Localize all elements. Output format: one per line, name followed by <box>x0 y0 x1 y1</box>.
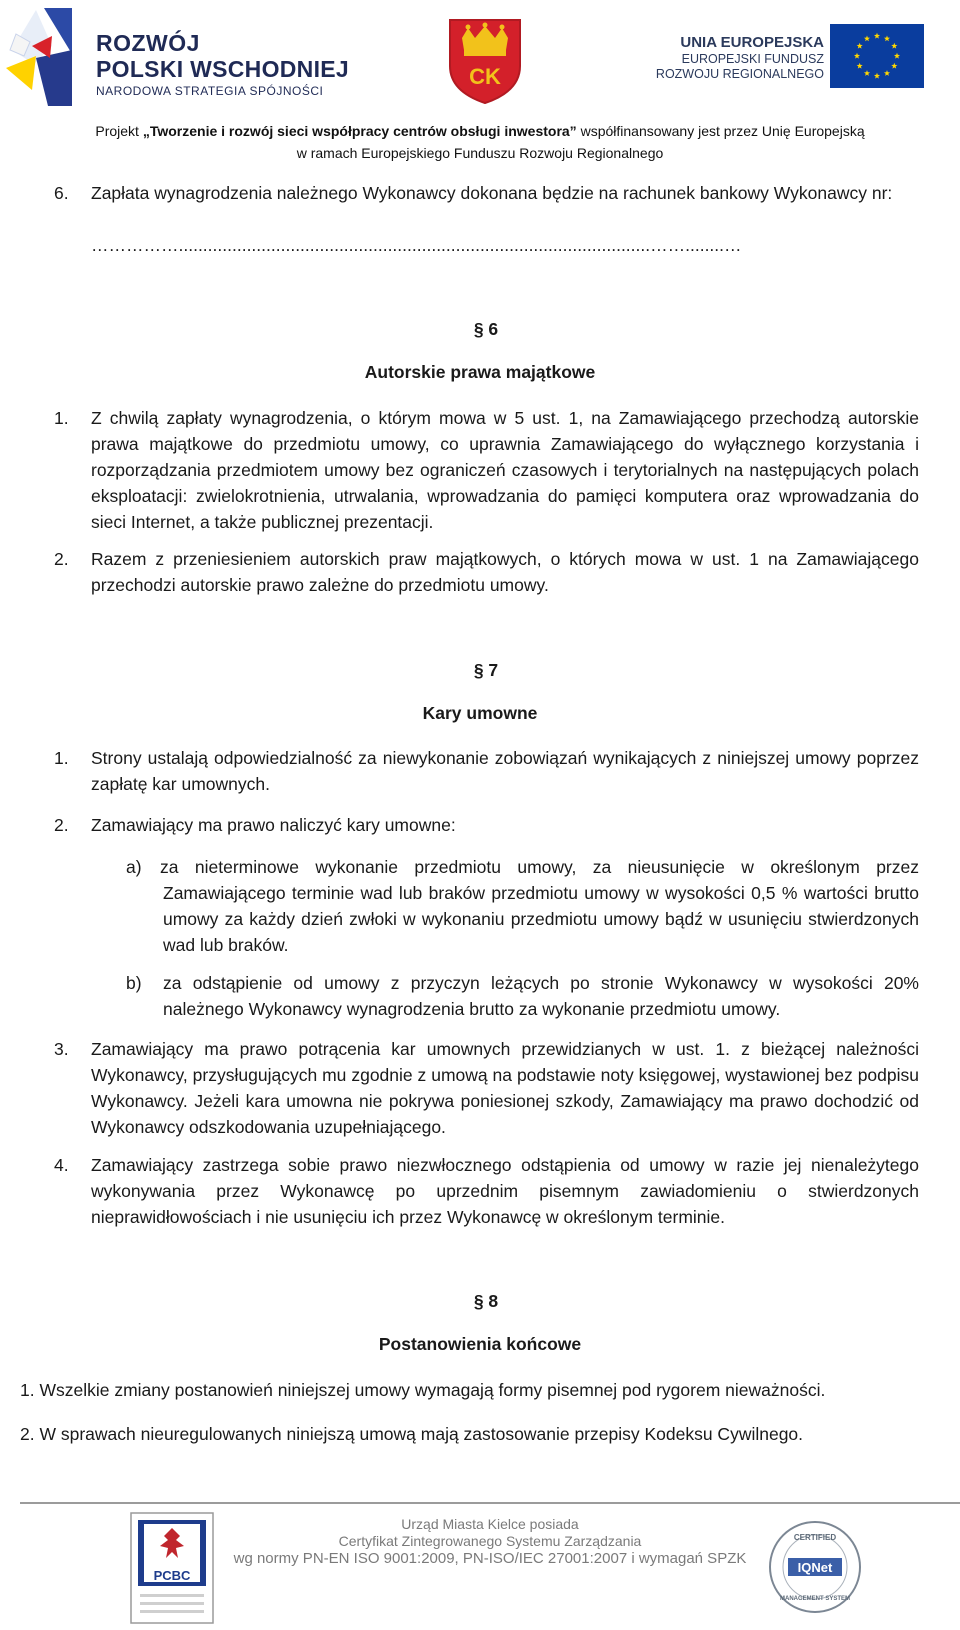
s6-item1-text: Z chwilą zapłaty wynagrodzenia, o którym mowa w 5 ust. 1, na Zamawiającego przechodzą autorskie prawa majątkowe do przedmiotu umowy, co uprawnia Zamawiającego do wyłącznego korzystania i rozporządzania przedmiotem umowy bez ograniczeń czasowych i terytorialnych na następujących polach eksploatacji: zwielokrotnienia, utrwalania, wprowadzania do pamięci komputera oraz wprowadzania do sieci Internet, a także publicznej prezentacji. <box>91 408 919 532</box>
s6-item1-number: 1. <box>54 408 69 428</box>
crest-letters: CK <box>469 64 501 89</box>
s8-mark: § 8 <box>473 1291 499 1311</box>
project-prefix: Projekt <box>95 123 139 139</box>
pcbc-label: PCBC <box>153 1568 191 1583</box>
iqnet-bottom-text: MANAGEMENT SYSTEM <box>779 1596 851 1602</box>
iqnet-top-text: CERTIFIED <box>793 1533 837 1542</box>
eu-flag-icon <box>830 24 924 88</box>
footer-divider <box>20 1502 960 1504</box>
s7-item2-text: Zamawiający ma prawo naliczyć kary umowne: <box>91 815 456 835</box>
document-header <box>0 0 960 170</box>
kielce-crest-icon <box>448 18 522 104</box>
rpw-line2: POLSKI WSCHODNIEJ <box>96 56 350 82</box>
s7-item4-number: 4. <box>54 1155 69 1175</box>
s7-item3-text: Zamawiający ma prawo potrącenia kar umownych przewidzianych w ust. 1. z bieżącej należności Wykonawcy, przysługujących mu zgodnie z umową na podstawie noty księgowej, wystawionej bez podpisu Wykonawcy. Jeżeli kara umowna nie pokrywa poniesionej szkody, Zamawiający ma prawo dochodzić od Wykonawcy odszkodowania uzupełniającego. <box>91 1039 919 1137</box>
iqnet-mid-text: IQNet <box>797 1560 833 1575</box>
project-suffix: współfinansowany jest przez Unię Europejską <box>576 123 865 139</box>
footer-certificate-text <box>230 1516 750 1567</box>
s7-item2-number: 2. <box>54 815 69 835</box>
project-banner <box>0 120 960 164</box>
eu-line1: UNIA EUROPEJSKA <box>680 34 824 51</box>
s6-mark: § 6 <box>473 319 499 339</box>
s7-item3-number: 3. <box>54 1039 69 1059</box>
s6-item2-number: 2. <box>54 549 69 569</box>
rpw-line1: ROZWÓJ <box>96 30 200 56</box>
s7-sub-a-text: za nieterminowe wykonanie przedmiotu umowy, za nieusunięcie w określonym przez Zamawiającego terminie wad lub braków przedmiotu umowy w wysokości 0,5 % wartości brutto umowy za każdy dzień zwłoki w wykonaniu przedmiotu umowy bądź w usunięciu stwierdzonych wad lub braków. <box>160 857 919 955</box>
s7-item1-text: Strony ustalają odpowiedzialność za niewykonanie zobowiązań wynikających z niniejszej umowy poprzez zapłatę kar umownych. <box>91 748 919 794</box>
s7-sub-a-label: a) <box>126 857 142 877</box>
item-number: 6. <box>54 183 69 203</box>
s7-sub-b-label: b) <box>126 973 142 993</box>
s7-item4-text: Zamawiający zastrzega sobie prawo niezwłocznego odstąpienia od umowy w razie jej nienależytego wykonywania przez Wykonawcę po uprzednim pisemnym zawiadomieniu o stwierdzonych nieprawidłowościach i nie usunięciu ich przez Wykonawcę w określonym terminie. <box>91 1155 919 1227</box>
s6-title: Autorskie prawa majątkowe <box>364 362 596 382</box>
s8-item1: 1. Wszelkie zmiany postanowień niniejszej umowy wymagają formy pisemnej pod rygorem nieważności. <box>20 1380 826 1400</box>
s7-item1-number: 1. <box>54 748 69 768</box>
footer-line1: Urząd Miasta Kielce posiada <box>401 1516 579 1532</box>
footer-line2: Certyfikat Zintegrowanego Systemu Zarządzania <box>338 1533 642 1549</box>
eu-line2: EUROPEJSKI FUNDUSZ <box>681 52 824 66</box>
s7-mark: § 7 <box>473 660 499 680</box>
eu-line3: ROZWOJU REGIONALNEGO <box>655 67 824 81</box>
s7-title: Kary umowne <box>422 703 538 723</box>
s7-sub-b-text: za odstąpienie od umowy z przyczyn leżących po stronie Wykonawcy w wysokości 20% należnego Wykonawcy wynagrodzenia brutto za wykonanie przedmiotu umowy. <box>163 973 919 1019</box>
s8-title: Postanowienia końcowe <box>378 1334 582 1354</box>
s8-item2: 2. W sprawach nieuregulowanych niniejszą umową mają zastosowanie przepisy Kodeksu Cywilnego. <box>20 1424 804 1444</box>
footer-line3: wg normy PN-EN ISO 9001:2009, PN-ISO/IEC 27001:2007 i wymagań SPZK <box>233 1550 747 1567</box>
rpw-line3: NARODOWA STRATEGIA SPÓJNOŚCI <box>96 84 324 98</box>
rpw-star-logo-icon <box>6 6 72 106</box>
pcbc-certificate-logo-icon <box>130 1512 214 1624</box>
eu-wordmark <box>640 34 824 82</box>
s5-item6-text: Zapłata wynagrodzenia należnego Wykonawcy dokonana będzie na rachunek bankowy Wykonawcy nr: <box>91 183 893 203</box>
project-title: „Tworzenie i rozwój sieci współpracy centrów obsługi inwestora” <box>142 123 577 139</box>
s6-item2-text: Razem z przeniesieniem autorskich praw majątkowych, o których mowa w ust. 1 na Zamawiającego przechodzi autorskie prawo zależne do przedmiotu umowy. <box>91 549 919 595</box>
iqnet-certified-logo-icon <box>768 1520 862 1614</box>
project-line2: w ramach Europejskiego Funduszu Rozwoju Regionalnego <box>296 145 664 161</box>
rpw-wordmark <box>96 30 349 100</box>
s5-item6-dots: …………….................................................................................................……........… <box>91 235 742 255</box>
